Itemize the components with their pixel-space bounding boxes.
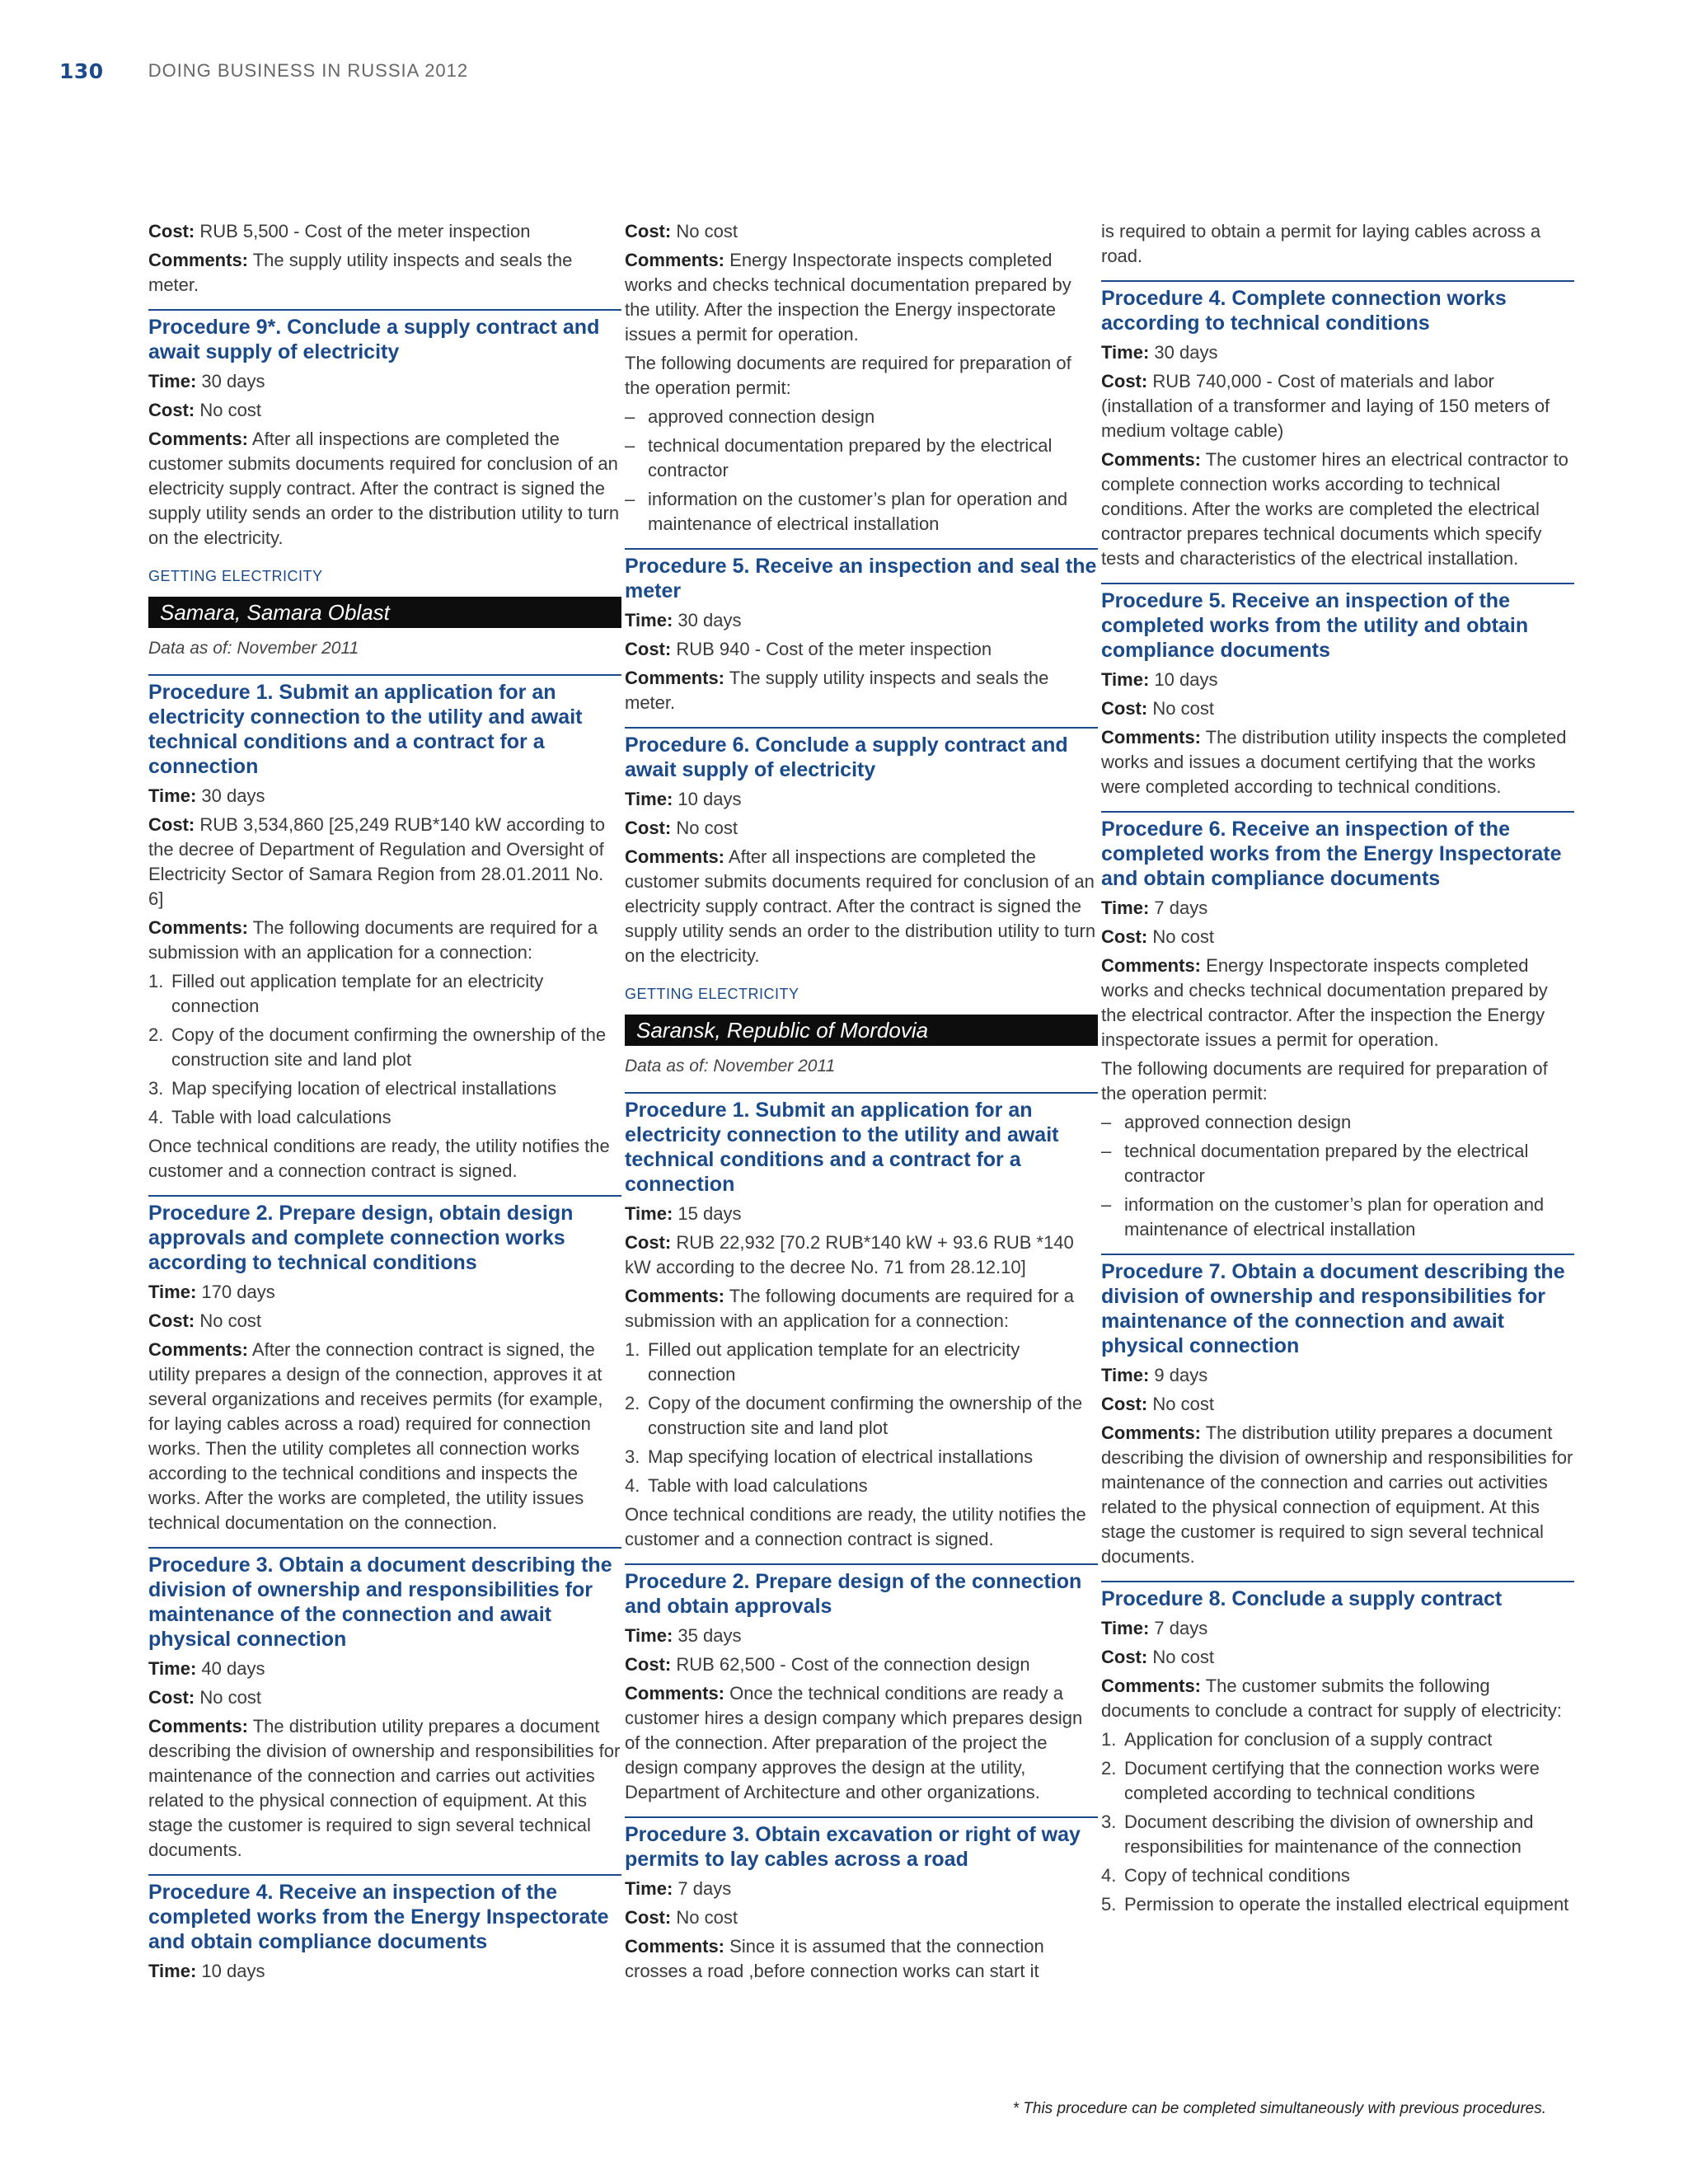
list-item: – information on the customer’s plan for operation and maintenance of electrical installation [1101,1194,1545,1240]
comments-line: Comments: The distribution utility prepares a document describing the division of ownership and responsibilities for maintenance of the connection and carries out activities related to the physical connection of equipment. At this stage the customer is required to sign several technical documents. [1101,1422,1573,1567]
body-paragraph: The following documents are required for preparation of the operation permit: [1101,1058,1548,1104]
cost-line: Cost: No cost [625,818,738,838]
time-line: Time: 30 days [148,785,265,806]
cost-line: Cost: RUB 740,000 - Cost of materials and labor (installation of a transformer and laying of 150 meters of medium voltage cable) [1101,371,1550,441]
numbered-list [625,1338,1098,1498]
procedure-heading: Procedure 4. Receive an inspection of the completed works from the Energy Inspectorate and obtain compliance documents [148,1874,621,1954]
location-bar: Saransk, Republic of Mordovia [625,1015,1098,1046]
comments-line: Comments: The distribution utility prepares a document describing the division of ownership and responsibilities for maintenance of the connection and carries out activities related to the physical connection of equipment. At this stage the customer is required to sign several technical documents. [148,1716,621,1860]
comments-line: Comments: Since it is assumed that the connection crosses a road ,before connection works can start it [625,1936,1044,1981]
list-item: 3. Map specifying location of electrical installations [148,1078,557,1099]
list-item: 4. Table with load calculations [625,1475,868,1496]
cost-line: Cost: RUB 3,534,860 [25,249 RUB*140 kW according to the decree of Department of Regulation and Oversight of Electricity Sector of Samara Region from 28.01.2011 No. 6] [148,814,605,909]
procedure-heading: Procedure 6. Receive an inspection of the completed works from the Energy Inspectorate and obtain compliance documents [1101,811,1574,891]
time-line: Time: 30 days [1101,342,1218,363]
data-as-of: Data as of: November 2011 [148,639,359,658]
body-paragraph: Once technical conditions are ready, the utility notifies the customer and a connection contract is signed. [625,1504,1086,1549]
comments-line: Comments: The following documents are required for a submission with an application for a connection: [625,1286,1074,1331]
list-item: – approved connection design [625,406,875,427]
time-line: Time: 35 days [625,1625,742,1646]
section-label: GETTING ELECTRICITY [148,568,323,584]
time-line: Time: 9 days [1101,1365,1208,1385]
location-bar: Samara, Samara Oblast [148,597,621,628]
cost-line: Cost: No cost [1101,1394,1214,1414]
footnote: * This procedure can be completed simultaneously with previous procedures. [1012,2100,1546,2117]
procedure-heading: Procedure 3. Obtain excavation or right of way permits to lay cables across a road [625,1816,1098,1872]
comments-line: Comments: After all inspections are completed the customer submits documents required for conclusion of an electricity supply contract. After the contract is signed the supply utility sends an order to the distribution utility to turn on the electricity. [148,429,620,548]
time-line: Time: 30 days [625,610,742,630]
cost-line: Cost: No cost [148,1310,261,1331]
list-item: 1. Filled out application template for an electricity connection [625,1339,1020,1385]
time-line: Time: 10 days [625,789,742,809]
procedure-heading: Procedure 8. Conclude a supply contract [1101,1581,1574,1611]
time-line: Time: 40 days [148,1658,265,1679]
cost-line: Cost: No cost [148,400,261,420]
body-paragraph: is required to obtain a permit for laying cables across a road. [1101,221,1541,266]
list-item: 4. Table with load calculations [148,1107,392,1127]
procedure-heading: Procedure 2. Prepare design, obtain design approvals and complete connection works according to technical conditions [148,1195,621,1275]
numbered-list [1101,1727,1574,1917]
time-line: Time: 7 days [1101,898,1208,918]
dash-list [1101,1110,1574,1242]
running-title: DOING BUSINESS IN RUSSIA 2012 [148,60,469,81]
cost-line: Cost: No cost [1101,698,1214,719]
procedure-heading: Procedure 9*. Conclude a supply contract and await supply of electricity [148,309,621,364]
comments-line: Comments: Energy Inspectorate inspects completed works and checks technical documentation prepared by the electrical contractor. After the inspection the Energy inspectorate issues a permit for operation. [1101,955,1548,1050]
list-item: 5. Permission to operate the installed electrical equipment [1101,1894,1569,1915]
list-item: – approved connection design [1101,1112,1352,1132]
list-item: 3. Map specifying location of electrical installations [625,1446,1034,1467]
list-item: 3. Document describing the division of ownership and responsibilities for maintenance of the connection [1101,1811,1534,1857]
procedure-heading: Procedure 5. Receive an inspection and seal the meter [625,548,1098,603]
cost-line: Cost: No cost [625,1907,738,1928]
procedure-heading: Procedure 7. Obtain a document describing the division of ownership and responsibilities for maintenance of the connection and await physical connection [1101,1254,1574,1358]
time-line: Time: 30 days [148,371,265,391]
list-item: 2. Copy of the document confirming the ownership of the construction site and land plot [625,1393,1083,1438]
comments-line: Comments: Energy Inspectorate inspects completed works and checks technical documentation prepared by the utility. After the inspection the Energy inspectorate issues a permit for operation. [625,250,1071,344]
time-line: Time: 7 days [1101,1618,1208,1638]
comments-line: Comments: The supply utility inspects and seals the meter. [625,668,1049,713]
procedure-heading: Procedure 3. Obtain a document describing the division of ownership and responsibilities for maintenance of the connection and await physical connection [148,1547,621,1652]
list-item: 2. Copy of the document confirming the ownership of the construction site and land plot [148,1024,607,1070]
list-item: 1. Application for conclusion of a supply contract [1101,1729,1493,1750]
procedure-heading: Procedure 1. Submit an application for an electricity connection to the utility and await technical conditions and a contract for a connection [625,1092,1098,1197]
numbered-list [148,969,621,1130]
cost-line: Cost: RUB 62,500 - Cost of the connection design [625,1654,1030,1675]
cost-line: Cost: No cost [148,1687,261,1708]
column-3 [1101,219,1574,1921]
dash-list [625,405,1098,537]
procedure-heading: Procedure 2. Prepare design of the connection and obtain approvals [625,1563,1098,1619]
comments-line: Comments: The supply utility inspects and seals the meter. [148,250,573,295]
cost-line: Cost: No cost [1101,1647,1214,1667]
comments-line: Comments: The following documents are required for a submission with an application for a connection: [148,917,598,963]
list-item: – technical documentation prepared by the electrical contractor [625,435,1053,480]
list-item: 1. Filled out application template for an electricity connection [148,971,544,1016]
data-as-of: Data as of: November 2011 [625,1057,836,1076]
comments-line: Comments: Once the technical conditions are ready a customer hires a design company which prepares design of the connection. After preparation of the project the design company approves the design at the utility, Department of Architecture and other organizations. [625,1683,1083,1802]
comments-line: Comments: After the connection contract is signed, the utility prepares a design of the connection, approves it at several organizations and receives permits (for example, for laying cables across a road) required for connection works. Then the utility completes all connection works according to the technical conditions and inspects the works. After the works are completed, the utility issues technical documentation on the connection. [148,1339,603,1533]
list-item: – information on the customer’s plan for operation and maintenance of electrical installation [625,489,1068,534]
time-line: Time: 170 days [148,1282,275,1302]
page-number: 130 [59,59,104,83]
procedure-heading: Procedure 4. Complete connection works according to technical conditions [1101,280,1574,335]
column-1 [148,219,621,1988]
comments-line: Comments: After all inspections are completed the customer submits documents required for conclusion of an electricity supply contract. After the contract is signed the supply utility sends an order to the distribution utility to turn on the electricity. [625,846,1096,966]
list-item: – technical documentation prepared by the electrical contractor [1101,1141,1529,1186]
procedure-heading: Procedure 1. Submit an application for an electricity connection to the utility and await technical conditions and a contract for a connection [148,674,621,779]
cost-line: Cost: RUB 940 - Cost of the meter inspection [625,639,992,659]
comments-line: Comments: The customer submits the following documents to conclude a contract for supply of electricity: [1101,1675,1562,1721]
column-2 [625,219,1098,1988]
time-line: Time: 10 days [1101,669,1218,690]
procedure-heading: Procedure 5. Receive an inspection of the completed works from the utility and obtain compliance documents [1101,583,1574,663]
time-line: Time: 7 days [625,1878,732,1899]
procedure-heading: Procedure 6. Conclude a supply contract and await supply of electricity [625,727,1098,782]
cost-line: Cost: RUB 22,932 [70.2 RUB*140 kW + 93.6 RUB *140 kW according to the decree No. 71 from 28.12.10] [625,1232,1074,1277]
cost-line: Cost: RUB 5,500 - Cost of the meter inspection [148,221,531,241]
cost-line: Cost: No cost [625,221,738,241]
list-item: 4. Copy of technical conditions [1101,1865,1350,1886]
cost-line: Cost: No cost [1101,926,1214,947]
body-paragraph: Once technical conditions are ready, the utility notifies the customer and a connection contract is signed. [148,1136,610,1181]
page-header [59,54,468,87]
body-paragraph: The following documents are required for preparation of the operation permit: [625,353,1071,398]
time-line: Time: 15 days [625,1203,742,1224]
time-line: Time: 10 days [148,1961,265,1981]
list-item: 2. Document certifying that the connection works were completed according to technical conditions [1101,1758,1540,1803]
comments-line: Comments: The customer hires an electrical contractor to complete connection works according to technical conditions. After the works are completed the electrical contractor prepares technical documents which specify tests and characteristics of the electrical installation. [1101,449,1568,569]
comments-line: Comments: The distribution utility inspects the completed works and issues a document certifying that the works were completed according to technical conditions. [1101,727,1567,797]
section-label: GETTING ELECTRICITY [625,986,799,1002]
